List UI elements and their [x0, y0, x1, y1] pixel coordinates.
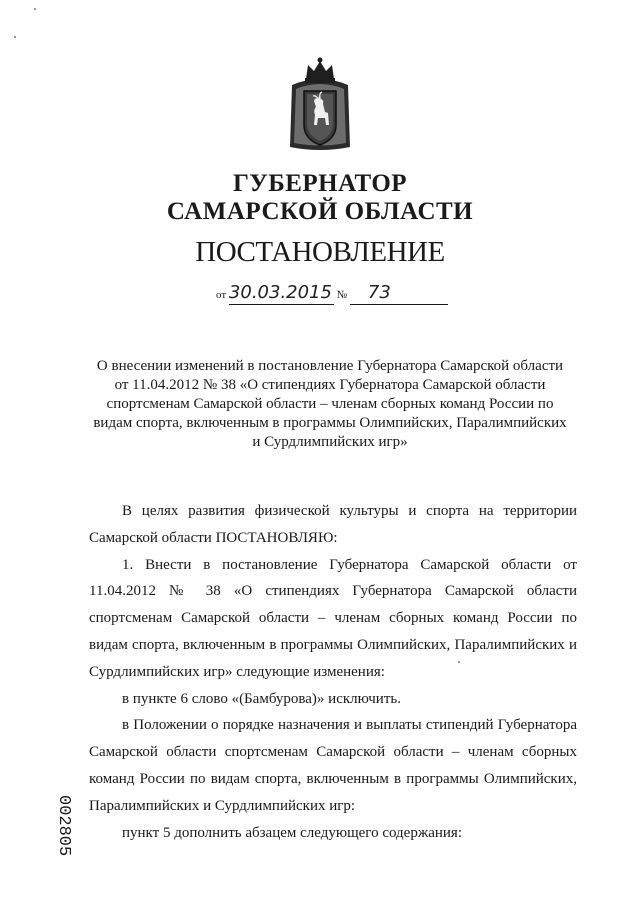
document-type: ПОСТАНОВЛЕНИЕ: [195, 236, 445, 268]
date-prefix: от: [216, 289, 227, 301]
body-paragraph: 1. Внести в постановление Губернатора Самарской области от 11.04.2012 № 38 «О стипендиях Губернатора Самарской области спортсменам Самарской области – членам сборных команд России по видам спорта, включенным в программы Олимпийских, Паралимпийских и Сурдлимпийских игр» следующие изменения:: [89, 556, 577, 680]
document-date: 30.03.2015: [228, 282, 332, 303]
document-number: 73: [367, 282, 391, 303]
number-prefix: №: [336, 289, 348, 301]
registration-number-text: 002805: [54, 795, 73, 857]
body-paragraph: в Положении о порядке назначения и выплаты стипендий Губернатора Самарской области спортсменам Самарской области – членам сборных команд России по видам спорта, включенным в программы Олимпийских, Паралимпийских и Сурдлимпийских игр:: [89, 717, 577, 814]
scan-speck: [458, 661, 460, 663]
issuer-title: ГУБЕРНАТОР: [232, 170, 408, 197]
body-paragraph: пункт 5 дополнить абзацем следующего содержания:: [122, 824, 462, 841]
subject-line: от 11.04.2012 № 38 «О стипендиях Губернатора Самарской области: [114, 377, 546, 393]
subject-line: О внесении изменений в постановление Губернатора Самарской области: [96, 358, 564, 374]
scan-speck: [34, 8, 36, 10]
body-paragraph: В целях развития физической культуры и спорта на территории Самарской области ПОСТАНОВЛЯЮ:: [89, 503, 577, 546]
scan-speck: [14, 36, 16, 38]
subject-line: видам спорта, включенным в программы Олимпийских, Паралимпийских: [93, 415, 567, 431]
document-subject: [70, 357, 590, 452]
body-paragraph: в пункте 6 слово «(Бамбурова)» исключить.: [122, 690, 401, 707]
subject-line: и Сурдлимпийских игр»: [252, 434, 408, 450]
registration-number: [28, 795, 73, 865]
date-number-line: [216, 284, 448, 305]
coat-of-arms-icon: [286, 55, 354, 155]
subject-line: спортсменам Самарской области – членам сборных команд России по: [106, 396, 554, 412]
document-body: [89, 498, 577, 846]
issuer-region: САМАРСКОЙ ОБЛАСТИ: [166, 198, 474, 225]
